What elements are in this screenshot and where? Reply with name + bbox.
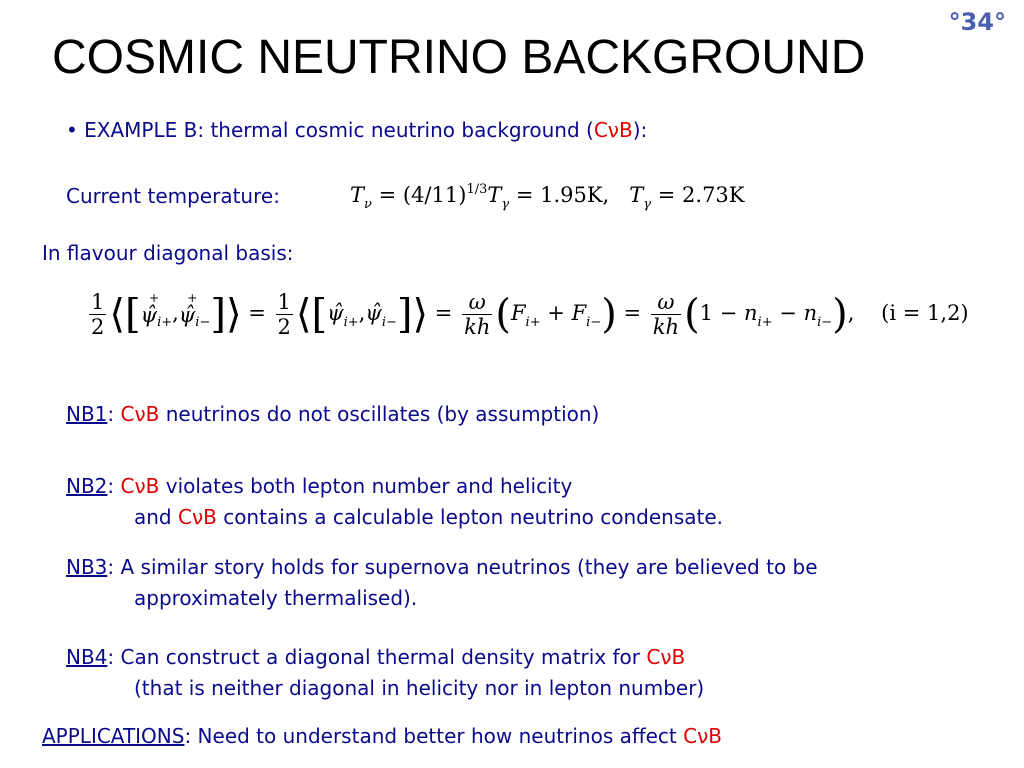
example-bullet [66,118,647,142]
applications-link[interactable]: APPLICATIONS [42,724,185,748]
nb2-note-continued: and CνB contains a calculable lepton neutrino condensate. [134,505,724,529]
slide-number: °34° [948,8,1006,36]
nb1-link[interactable]: NB1 [66,402,108,426]
condensate-equation: $\frac{1}{2}$ ⟨[ψ̂ + $_{i+}$,ψ̂ + $_{i-}$]⟩ = $\frac{1}{2}$ $⟨[\psî_{i+},\psî_{i-}]⟩$ = $\frac{\omega}{kh}$ $(F_{i+} + F_{i-})$ = $\frac{\omega}{kh}$ $(1 - n_{i+} - n_{i-})$, (i = 1,2) [91,290,969,339]
nb4-link[interactable]: NB4 [66,645,108,669]
nb4-note-continued: (that is neither diagonal in helicity nor in lepton number) [134,676,705,700]
bullet-icon: • [66,118,78,142]
nb1-note: NB1: CνB neutrinos do not oscillates (by assumption) [66,402,600,426]
nb4-note: NB4: Can construct a diagonal thermal density matrix for CνB [66,645,686,669]
nb3-note-continued: approximately thermalised). [134,586,418,610]
cnb-label: CνB [593,118,633,142]
nb3-note: NB3: A similar story holds for supernova neutrinos (they are believed to be [66,555,818,579]
bullet-text: EXAMPLE B: thermal cosmic neutrino background ( [84,118,594,142]
half-fraction: $\frac{1}{2}$ [91,290,105,339]
page-title: COSMIC NEUTRINO BACKGROUND [52,31,866,84]
basis-label: In flavour diagonal basis: [42,241,294,265]
applications-line: APPLICATIONS: Need to understand better how neutrinos affect CνB [42,724,722,748]
temperature-formula: $T_\nu = (4/11)^{1/3}T_\gamma = 1.95K$, $T_\gamma = 2.73K$ [350,182,745,212]
nb3-link[interactable]: NB3 [66,555,108,579]
nb2-link[interactable]: NB2 [66,474,108,498]
nb2-note: NB2: CνB violates both lepton number and helicity [66,474,573,498]
temperature-label: Current temperature: [66,184,280,208]
bullet-text-end: ): [632,118,648,142]
